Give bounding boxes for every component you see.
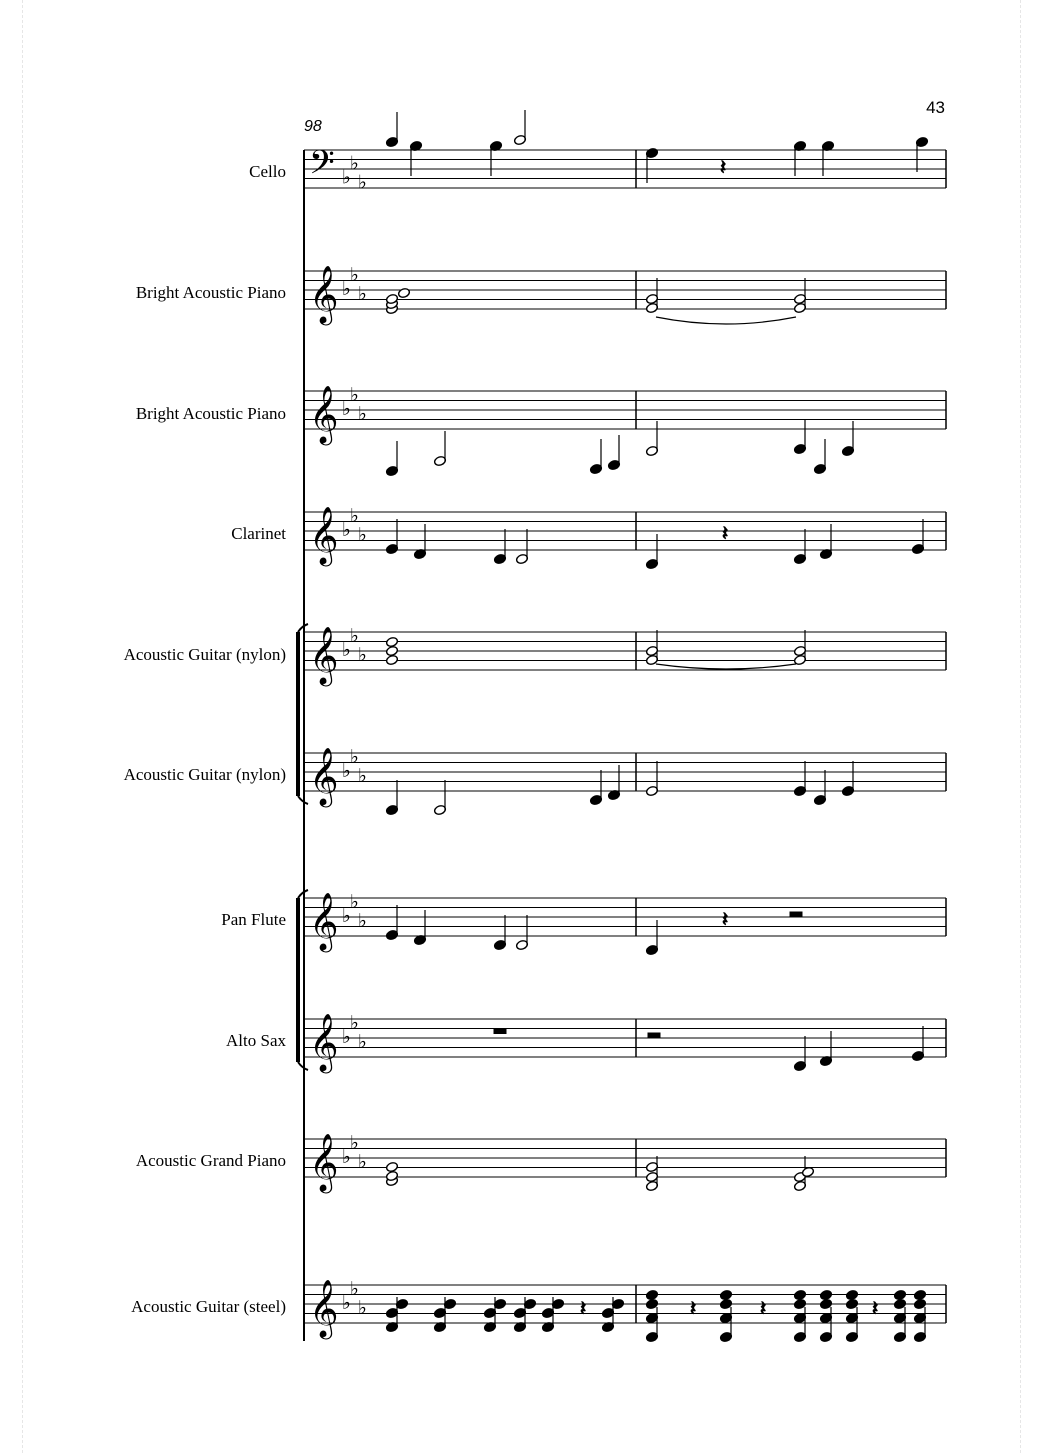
note-head	[645, 1289, 658, 1300]
flat-icon: ♭	[342, 760, 351, 782]
note-head	[845, 1289, 858, 1300]
flat-icon: ♭	[342, 1026, 351, 1048]
page-number: 43	[926, 98, 945, 117]
whole-rest-icon	[494, 1029, 506, 1034]
rest-icon: 𝄽	[720, 155, 727, 179]
treble-clef-icon: 𝄞	[309, 265, 339, 323]
flat-icon: ♭	[358, 282, 367, 305]
rest-icon: 𝄽	[690, 1296, 697, 1320]
flat-icon: ♭	[358, 523, 367, 546]
flat-icon: ♭	[350, 383, 359, 406]
instrument-label-steel-guitar: Acoustic Guitar (steel)	[131, 1297, 286, 1316]
flat-icon: ♭	[342, 1292, 351, 1314]
rest-icon: 𝄽	[760, 1296, 767, 1320]
flat-icon: ♭	[350, 745, 359, 768]
flat-icon: ♭	[342, 278, 351, 300]
instrument-label-alto-sax: Alto Sax	[226, 1031, 286, 1050]
flat-icon: ♭	[350, 1131, 359, 1154]
note-head	[385, 654, 398, 665]
flat-icon: ♭	[350, 504, 359, 527]
note-head	[385, 636, 398, 647]
flat-icon: ♭	[342, 905, 351, 927]
treble-clef-icon: 𝄞	[309, 892, 339, 950]
flat-icon: ♭	[358, 402, 367, 425]
flat-icon: ♭	[358, 643, 367, 666]
half-rest-icon	[790, 912, 802, 917]
note-head	[719, 1289, 732, 1300]
treble-clef-icon: 𝄞	[309, 747, 339, 805]
rest-icon: 𝄽	[722, 521, 729, 545]
instrument-label-cello: Cello	[249, 162, 286, 181]
instrument-label-nylon-guitar-1: Acoustic Guitar (nylon)	[123, 645, 286, 664]
clefs	[309, 144, 367, 1340]
treble-clef-icon: 𝄞	[309, 385, 339, 443]
note-head	[385, 1161, 398, 1172]
bass-clef-icon: 𝄢	[309, 144, 335, 190]
flat-icon: ♭	[350, 624, 359, 647]
treble-clef-icon: 𝄞	[309, 626, 339, 684]
flat-icon: ♭	[342, 166, 351, 189]
flat-icon: ♭	[350, 1011, 359, 1034]
treble-clef-icon: 𝄞	[309, 1013, 339, 1071]
note-head	[913, 1289, 926, 1300]
flat-icon: ♭	[358, 1150, 367, 1173]
note-head	[793, 1289, 806, 1300]
flat-icon: ♭	[358, 1296, 367, 1319]
measure-number: 98	[304, 118, 322, 135]
treble-clef-icon: 𝄞	[309, 1279, 339, 1337]
flat-icon: ♭	[358, 764, 367, 787]
tie	[656, 664, 796, 669]
rest-icon: 𝄽	[580, 1296, 587, 1320]
instrument-label-nylon-guitar-2: Acoustic Guitar (nylon)	[123, 765, 286, 784]
instrument-label-grand-piano: Acoustic Grand Piano	[135, 1151, 286, 1170]
treble-clef-icon: 𝄞	[309, 506, 339, 564]
flat-icon: ♭	[342, 639, 351, 661]
instrument-label-bright-piano-1: Bright Acoustic Piano	[135, 283, 286, 302]
flat-icon: ♭	[358, 1030, 367, 1053]
tie	[656, 317, 796, 324]
flat-icon: ♭	[350, 263, 359, 286]
instrument-label-clarinet: Clarinet	[231, 524, 286, 543]
note-head	[385, 645, 398, 656]
flat-icon: ♭	[342, 1146, 351, 1168]
instrument-label-pan-flute: Pan Flute	[221, 910, 286, 929]
flat-icon: ♭	[350, 1277, 359, 1300]
flat-icon: ♭	[342, 398, 351, 420]
instrument-label-bright-piano-2: Bright Acoustic Piano	[135, 404, 286, 423]
flat-icon: ♭	[342, 519, 351, 541]
flat-icon: ♭	[350, 152, 359, 175]
half-rest-icon	[648, 1033, 660, 1038]
flat-icon: ♭	[350, 890, 359, 913]
rest-icon: 𝄽	[722, 907, 729, 931]
note-head	[893, 1289, 906, 1300]
note-head	[397, 287, 410, 298]
flat-icon: ♭	[358, 171, 367, 194]
flat-icon: ♭	[358, 909, 367, 932]
note-head	[819, 1289, 832, 1300]
treble-clef-icon: 𝄞	[309, 1133, 339, 1191]
rest-icon: 𝄽	[872, 1296, 879, 1320]
